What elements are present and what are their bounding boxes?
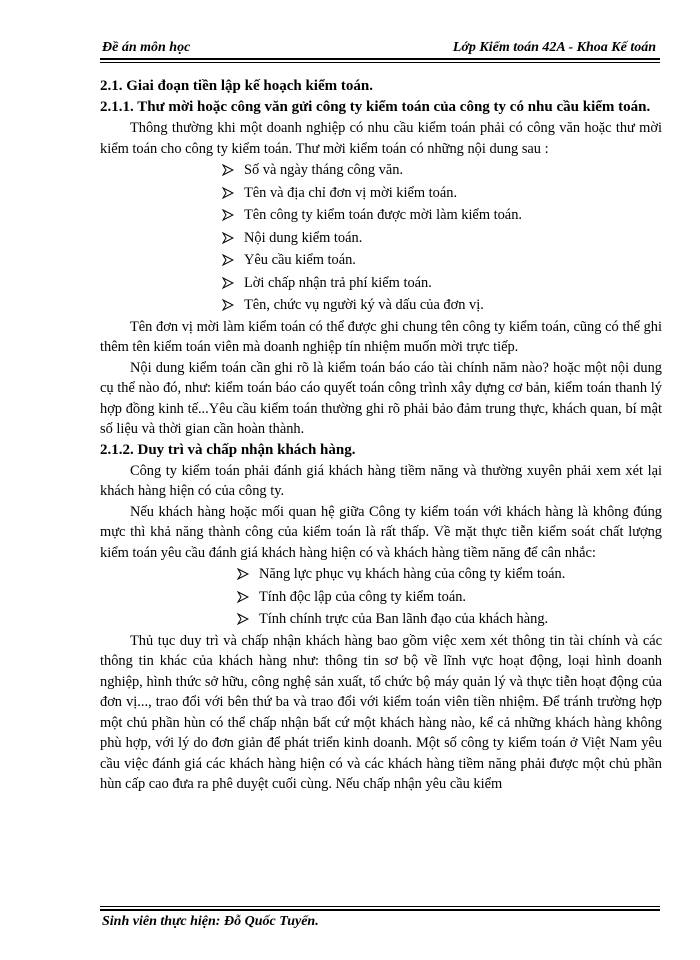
list-item: Tính chính trực của Ban lãnh đạo của khách hàng. bbox=[235, 608, 662, 631]
section-heading: 2.1. Giai đoạn tiền lập kế hoạch kiểm toán. bbox=[100, 78, 373, 94]
header-course-title: Đề án môn học bbox=[102, 40, 191, 55]
invitation-contents-list bbox=[220, 159, 662, 317]
list-item: Tên công ty kiểm toán được mời làm kiểm toán. bbox=[220, 204, 662, 227]
header-rule bbox=[100, 58, 660, 60]
paragraph: Tên đơn vị mời làm kiểm toán có thể được ghi chung tên công ty kiểm toán, cũng có thể ghi thêm tên kiểm toán viên mà doanh nghiệp tín nhiệm muốn mời trực tiếp. bbox=[100, 318, 662, 355]
list-item: Năng lực phục vụ khách hàng của công ty kiểm toán. bbox=[235, 563, 662, 586]
subsection-heading-2-1-1: 2.1.1. Thư mời hoặc công văn gửi công ty kiểm toán của công ty có nhu cầu kiểm toán. bbox=[100, 99, 651, 115]
paragraph: Thông thường khi một doanh nghiệp có nhu cầu kiểm toán phải có công văn hoặc thư mời kiểm toán cho công ty kiểm toán. Thư mời kiểm toán có những nội dung sau : bbox=[100, 120, 662, 157]
arrow-bullet-icon bbox=[222, 232, 234, 244]
list-item: Số và ngày tháng công văn. bbox=[220, 159, 662, 182]
footer-author: Sinh viên thực hiện: Đỗ Quốc Tuyển. bbox=[102, 914, 319, 929]
list-item: Lời chấp nhận trả phí kiểm toán. bbox=[220, 272, 662, 295]
page-header bbox=[100, 36, 660, 62]
arrow-bullet-icon bbox=[237, 568, 249, 580]
arrow-bullet-icon bbox=[222, 187, 234, 199]
paragraph: Nội dung kiểm toán cần ghi rõ là kiểm toán báo cáo tài chính năm nào? hoặc một nội dung cụ thể nào đó, như: kiểm toán báo cáo quyết toán công trình xây dựng cơ bản, kiểm toán thanh lý hợp đồng kinh tế...Yêu cầu kiểm toán thường ghi rõ phải bảo đảm trung thực, khách quan, bí mật số liệu và thời gian cần hoàn thành. bbox=[100, 359, 662, 437]
header-rule-thin bbox=[100, 62, 660, 63]
arrow-bullet-icon bbox=[222, 164, 234, 176]
list-item: Nội dung kiểm toán. bbox=[220, 227, 662, 250]
paragraph: Công ty kiểm toán phải đánh giá khách hàng tiềm năng và thường xuyên phải xem xét lại khách hàng hiện có của công ty. bbox=[100, 462, 662, 499]
list-item: Tên và địa chỉ đơn vị mời kiểm toán. bbox=[220, 182, 662, 205]
list-item: Yêu cầu kiểm toán. bbox=[220, 249, 662, 272]
paragraph: Nếu khách hàng hoặc mối quan hệ giữa Công ty kiểm toán với khách hàng là không đúng mực thì khả năng thành công của kiểm toán là rất thấp. Về mặt thực tiễn kiểm soát chất lượng kiểm toán yêu cầu đánh giá khách hàng hiện có và khách hàng tiềm năng để cân nhắc: bbox=[100, 503, 662, 561]
list-item: Tên, chức vụ người ký và dấu của đơn vị. bbox=[220, 294, 662, 317]
paragraph: Thủ tục duy trì và chấp nhận khách hàng bao gồm việc xem xét thông tin tài chính và các thông tin khác của khách hàng như: thông tin sơ bộ về lĩnh vực hoạt động, loại hình doanh nghiệp, hình thức sở hữu, công nghệ sản xuất, tổ chức bộ máy quản lý và thực tiễn hoạt động của đơn vị..., trao đổi với bên thứ ba và trao đổi với kiểm toán viên tiền nhiệm. Để tránh trường hợp một chủ phần hùn có thể chấp nhận bất cứ một khách hàng nào, kể cả những khách hàng không phù hợp, với lý do đơn giản để phát triển kinh doanh. Một số công ty kiểm toán ở Việt Nam yêu cầu việc đánh giá các khách hàng hiện có và các khách hàng tiềm năng phải được một chủ phần hùn cấp cao đưa ra phê duyệt cuối cùng. Nếu chấp nhận yêu cầu kiểm bbox=[100, 632, 662, 792]
arrow-bullet-icon bbox=[222, 277, 234, 289]
arrow-bullet-icon bbox=[237, 591, 249, 603]
subsection-heading-2-1-2: 2.1.2. Duy trì và chấp nhận khách hàng. bbox=[100, 441, 356, 458]
footer-rule-thin bbox=[100, 906, 660, 907]
evaluation-criteria-list bbox=[235, 563, 662, 631]
footer-rule bbox=[100, 909, 660, 911]
arrow-bullet-icon bbox=[222, 209, 234, 221]
arrow-bullet-icon bbox=[237, 613, 249, 625]
arrow-bullet-icon bbox=[222, 299, 234, 311]
document-body bbox=[100, 76, 662, 795]
header-class-info: Lớp Kiểm toán 42A - Khoa Kế toán bbox=[452, 40, 656, 55]
arrow-bullet-icon bbox=[222, 254, 234, 266]
list-item: Tính độc lập của công ty kiểm toán. bbox=[235, 586, 662, 609]
